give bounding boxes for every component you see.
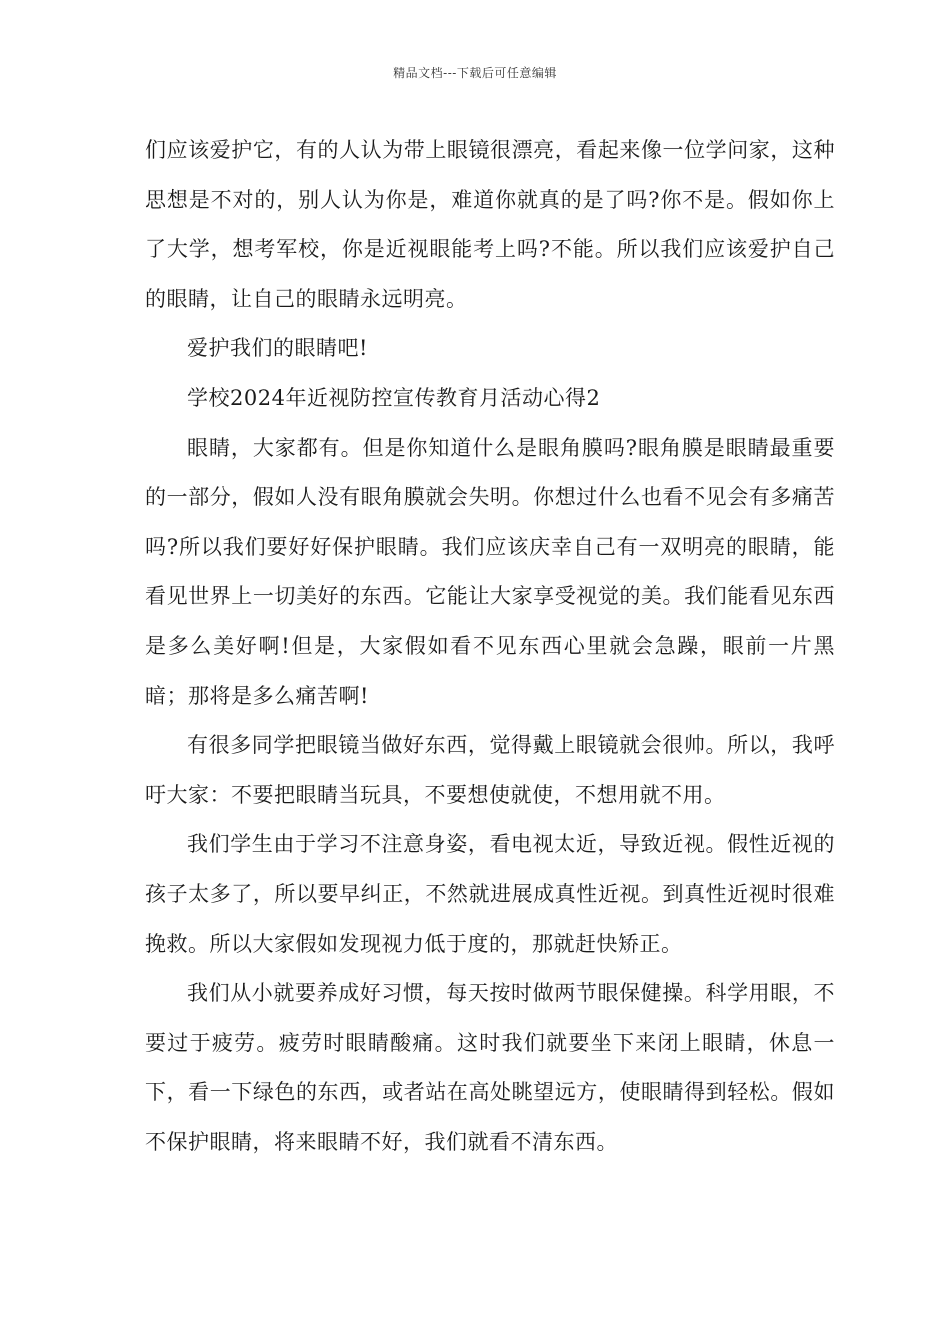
page-header: 精品文档---下载后可任意编辑 xyxy=(393,66,557,80)
paragraph-glasses: 有很多同学把眼镜当做好东西，觉得戴上眼镜就会很帅。所以，我呼吁大家：不要把眼睛当玩具，不要想使就使，不想用就不用。 xyxy=(145,733,835,807)
paragraph-continuation: 们应该爱护它，有的人认为带上眼镜很漂亮，看起来像一位学问家，这种思想是不对的，别人认为你是，难道你就真的是了吗?你不是。假如你上了大学，想考军校，你是近视眼能考上吗?不能。所以我们应该爱护自己的眼睛，让自己的眼睛永远明亮。 xyxy=(145,138,835,311)
document-body xyxy=(145,126,835,1167)
paragraph-exclamation: 爱护我们的眼睛吧! xyxy=(187,336,368,361)
section-title: 学校2024年近视防控宣传教育月活动心得2 xyxy=(187,385,601,410)
paragraph-habits: 我们从小就要养成好习惯，每天按时做两节眼保健操。科学用眼，不要过于疲劳。疲劳时眼睛酸痛。这时我们就要坐下来闭上眼睛，休息一下，看一下绿色的东西，或者站在高处眺望远方，使眼睛得到轻松。假如不保护眼睛，将来眼睛不好，我们就看不清东西。 xyxy=(145,981,835,1154)
paragraph-myopia: 我们学生由于学习不注意身姿，看电视太近，导致近视。假性近视的孩子太多了，所以要早纠正，不然就进展成真性近视。到真性近视时很难挽救。所以大家假如发现视力低于度的，那就赶快矫正。 xyxy=(145,832,835,956)
paragraph-cornea: 眼睛，大家都有。但是你知道什么是眼角膜吗?眼角膜是眼睛最重要的一部分，假如人没有眼角膜就会失明。你想过什么也看不见会有多痛苦吗?所以我们要好好保护眼睛。我们应该庆幸自己有一双明亮的眼睛，能看见世界上一切美好的东西。它能让大家享受视觉的美。我们能看见东西是多么美好啊!但是，大家假如看不见东西心里就会急躁，眼前一片黑暗；那将是多么痛苦啊! xyxy=(145,435,835,708)
